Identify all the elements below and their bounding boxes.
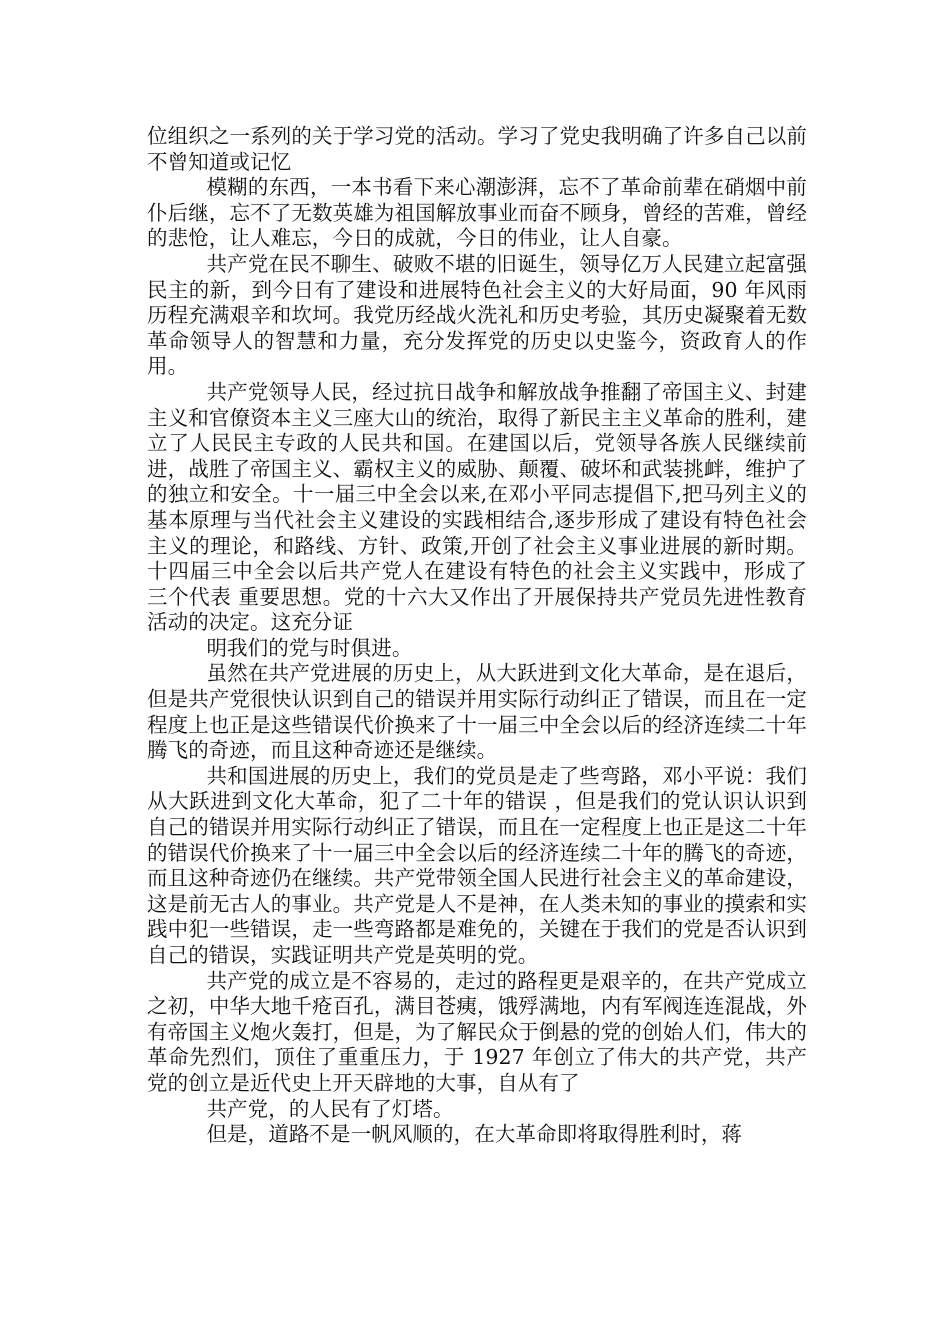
paragraph: 共产党的成立是不容易的，走过的路程更是艰辛的，在共产党成立之初，中华大地千疮百孔，满目苍痍，饿殍满地，内有军阀连连混战，外有帝国主义炮火轰打，但是，为了解民众于倒悬的党的创始人们，伟大的革命先烈们，顶住了重重压力，于 1927 年创立了伟大的共产党，共产党的创立是近代史上开天辟地的大事，自从有了: [147, 968, 807, 1095]
paragraph: 共产党在民不聊生、破败不堪的旧诞生，领导亿万人民建立起富强民主的新，到今日有了建设和进展特色社会主义的大好局面，90 年风雨历程充满艰辛和坎坷。我党历经战火洗礼和历史考验，其历史凝聚着无数革命领导人的智慧和力量，充分发挥党的历史以史鉴今，资政育人的作用。: [147, 251, 807, 379]
paragraph: 共产党领导人民，经过抗日战争和解放战争推翻了帝国主义、封建主义和官僚资本主义三座大山的统治，取得了新民主主义革命的胜利，建立了人民民主专政的人民共和国。在建国以后，党领导各族人民继续前进，战胜了帝国主义、霸权主义的威胁、颠覆、破坏和武装挑衅，维护了的独立和安全。十一届三中全会以来,在邓小平同志提倡下,把马列主义的基本原理与当代社会主义建设的实践相结合,逐步形成了建设有特色社会主义的理论，和路线、方针、政策,开创了社会主义事业进展的新时期。十四届三中全会以后共产党人在建设有特色的社会主义实践中，形成了 三个代表 重要思想。党的十六大又作出了开展保持共产党员先进性教育活动的决定。这充分证: [147, 379, 807, 635]
paragraph: 明我们的党与时俱进。: [206, 635, 413, 660]
paragraph: 但是，道路不是一帆风顺的，在大革命即将取得胜利时，蒋: [206, 1122, 743, 1147]
paragraph: 共和国进展的历史上，我们的党员是走了些弯路，邓小平说：我们从大跃进到文化大革命，犯了二十年的错误 ，但是我们的党认识认识到自己的错误并用实际行动纠正了错误，而且在一定程度上也正是这二十年的错误代价换来了十一届三中全会以后的经济连续二十年的腾飞的奇迹，而且这种奇迹仍在继续。共产党带领全国人民进行社会主义的革命建设，这是前无古人的事业。共产党是人不是神，在人类未知的事业的摸索和实践中犯一些错误，走一些弯路都是难免的，关键在于我们的党是否认识到自己的错误，实践证明共产党是英明的党。: [147, 763, 807, 967]
paragraph: 模糊的东西，一本书看下来心潮澎湃，忘不了革命前辈在硝烟中前仆后继，忘不了无数英雄为祖国解放事业而奋不顾身，曾经的苦难，曾经的悲怆，让人难忘，今日的成就，今日的伟业，让人自豪。: [147, 175, 807, 251]
paragraph: 位组织之一系列的关于学习党的活动。学习了党史我明确了许多自己以前不曾知道或记忆: [147, 124, 807, 174]
paragraph: 共产党，的人民有了灯塔。: [206, 1096, 454, 1121]
body-text: [147, 124, 807, 1148]
paragraph: 虽然在共产党进展的历史上，从大跃进到文化大革命，是在退后，但是共产党很快认识到自己的错误并用实际行动纠正了错误，而且在一定程度上也正是这些错误代价换来了十一届三中全会以后的经济连续二十年腾飞的奇迹，而且这种奇迹还是继续。: [147, 661, 807, 763]
